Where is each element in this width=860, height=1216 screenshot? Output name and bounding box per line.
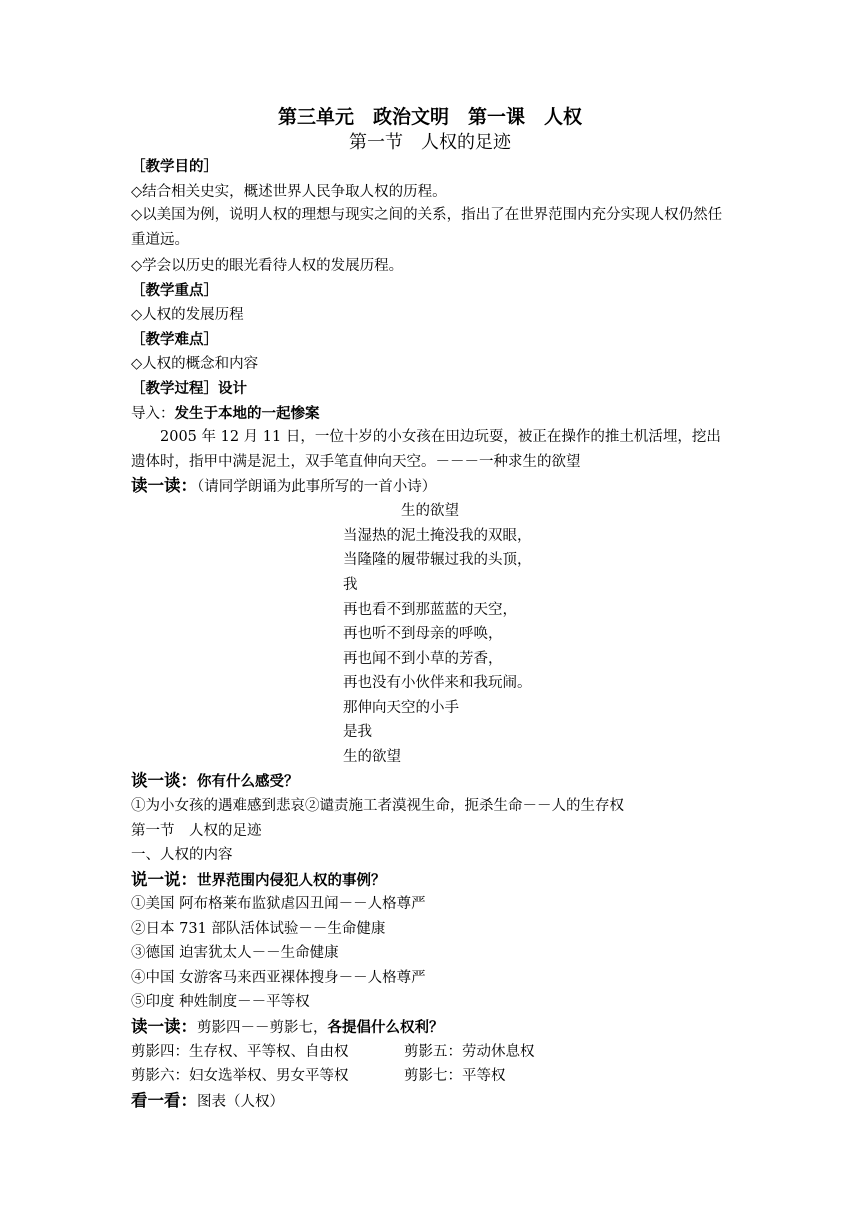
silhouette-left-2: 剪影六：妇女选举权、男女平等权 bbox=[131, 1068, 349, 1084]
look-text: 图表（人权） bbox=[197, 1094, 284, 1110]
intro-label: 导入： bbox=[131, 406, 175, 422]
section-title-repeat: 第一节 人权的足迹 bbox=[131, 823, 262, 839]
read-two-question: 各提倡什么权利？ bbox=[327, 1020, 444, 1036]
goal-item-1: ◇结合相关史实，概述世界人民争取人权的历程。 bbox=[131, 184, 447, 200]
key-points-heading: ［教学重点］ bbox=[131, 283, 218, 299]
goals-heading: ［教学目的］ bbox=[131, 159, 218, 175]
poem-line: 生的欲望 bbox=[343, 749, 401, 765]
silhouette-left-1: 剪影四：生存权、平等权、自由权 bbox=[131, 1044, 349, 1060]
poem-line: 再也没有小伙伴来和我玩闹。 bbox=[343, 675, 532, 691]
process-heading: ［教学过程］设计 bbox=[131, 381, 247, 397]
goal-item-3: ◇学会以历史的眼光看待人权的发展历程。 bbox=[131, 258, 404, 274]
say-item: ②日本 731 部队活体试验－－生命健康 bbox=[131, 921, 386, 937]
say-question: 世界范围内侵犯人权的事例？ bbox=[197, 873, 386, 889]
silhouette-right-1: 剪影五：劳动休息权 bbox=[404, 1044, 535, 1060]
read-two-text: 剪影四－－剪影七， bbox=[197, 1020, 328, 1036]
poem-line: 我 bbox=[343, 577, 358, 593]
intro-title: 发生于本地的一起惨案 bbox=[174, 406, 320, 422]
talk-line bbox=[131, 771, 731, 792]
look-line bbox=[131, 1091, 731, 1112]
difficulty-item: ◇人权的概念和内容 bbox=[131, 356, 259, 372]
intro-line bbox=[131, 404, 731, 424]
poem-line: 当隆隆的履带辗过我的头顶， bbox=[343, 552, 532, 568]
poem-line: 再也闻不到小草的芳香， bbox=[343, 651, 503, 667]
page-title: 第三单元 政治文明 第一课 人权 bbox=[277, 106, 582, 128]
goal-item-2: ◇以美国为例，说明人权的理想与现实之间的关系，指出了在世界范围内充分实现人权仍然任重道远。 bbox=[131, 207, 723, 248]
read-one-text: （请同学朗诵为此事所写的一首小诗） bbox=[197, 479, 437, 495]
read-two-line bbox=[131, 1017, 731, 1038]
poem-line: 那伸向天空的小手 bbox=[343, 700, 459, 716]
read-one-label: 读一读： bbox=[131, 476, 197, 495]
poem-line: 再也看不到那蓝蓝的天空， bbox=[343, 602, 517, 618]
read-two-label: 读一读： bbox=[131, 1017, 197, 1036]
say-item: ⑤印度 种姓制度－－平等权 bbox=[131, 994, 310, 1010]
read-one-line bbox=[131, 476, 731, 497]
talk-label: 谈一谈： bbox=[131, 771, 197, 790]
say-item: ③德国 迫害犹太人－－生命健康 bbox=[131, 945, 339, 961]
difficulties-heading: ［教学难点］ bbox=[131, 332, 218, 348]
say-item: ④中国 女游客马来西亚裸体搜身－－人格尊严 bbox=[131, 970, 426, 986]
page-subtitle: 第一节 人权的足迹 bbox=[349, 132, 511, 153]
poem-title: 生的欲望 bbox=[401, 503, 459, 519]
part-one-heading: 一、人权的内容 bbox=[131, 847, 233, 863]
poem-line: 当湿热的泥土掩没我的双眼， bbox=[343, 528, 532, 544]
look-label: 看一看： bbox=[131, 1091, 197, 1110]
say-line bbox=[131, 870, 731, 891]
poem-line: 再也听不到母亲的呼唤， bbox=[343, 626, 503, 642]
poem-line: 是我 bbox=[343, 724, 372, 740]
talk-answer: ①为小女孩的遇难感到悲哀②谴责施工者漠视生命，扼杀生命－－人的生存权 bbox=[131, 798, 624, 814]
say-label: 说一说： bbox=[131, 870, 197, 889]
silhouette-right-2: 剪影七：平等权 bbox=[404, 1068, 506, 1084]
talk-question: 你有什么感受？ bbox=[197, 774, 299, 790]
say-item: ①美国 阿布格莱布监狱虐囚丑闻－－人格尊严 bbox=[131, 896, 426, 912]
intro-paragraph: 2005 年 12 月 11 日，一位十岁的小女孩在田边玩耍，被正在操作的推土机活埋，挖出遗体时，指甲中满是泥土，双手笔直伸向天空。－－－一种求生的欲望 bbox=[131, 429, 721, 470]
key-point-item: ◇人权的发展历程 bbox=[131, 307, 244, 323]
